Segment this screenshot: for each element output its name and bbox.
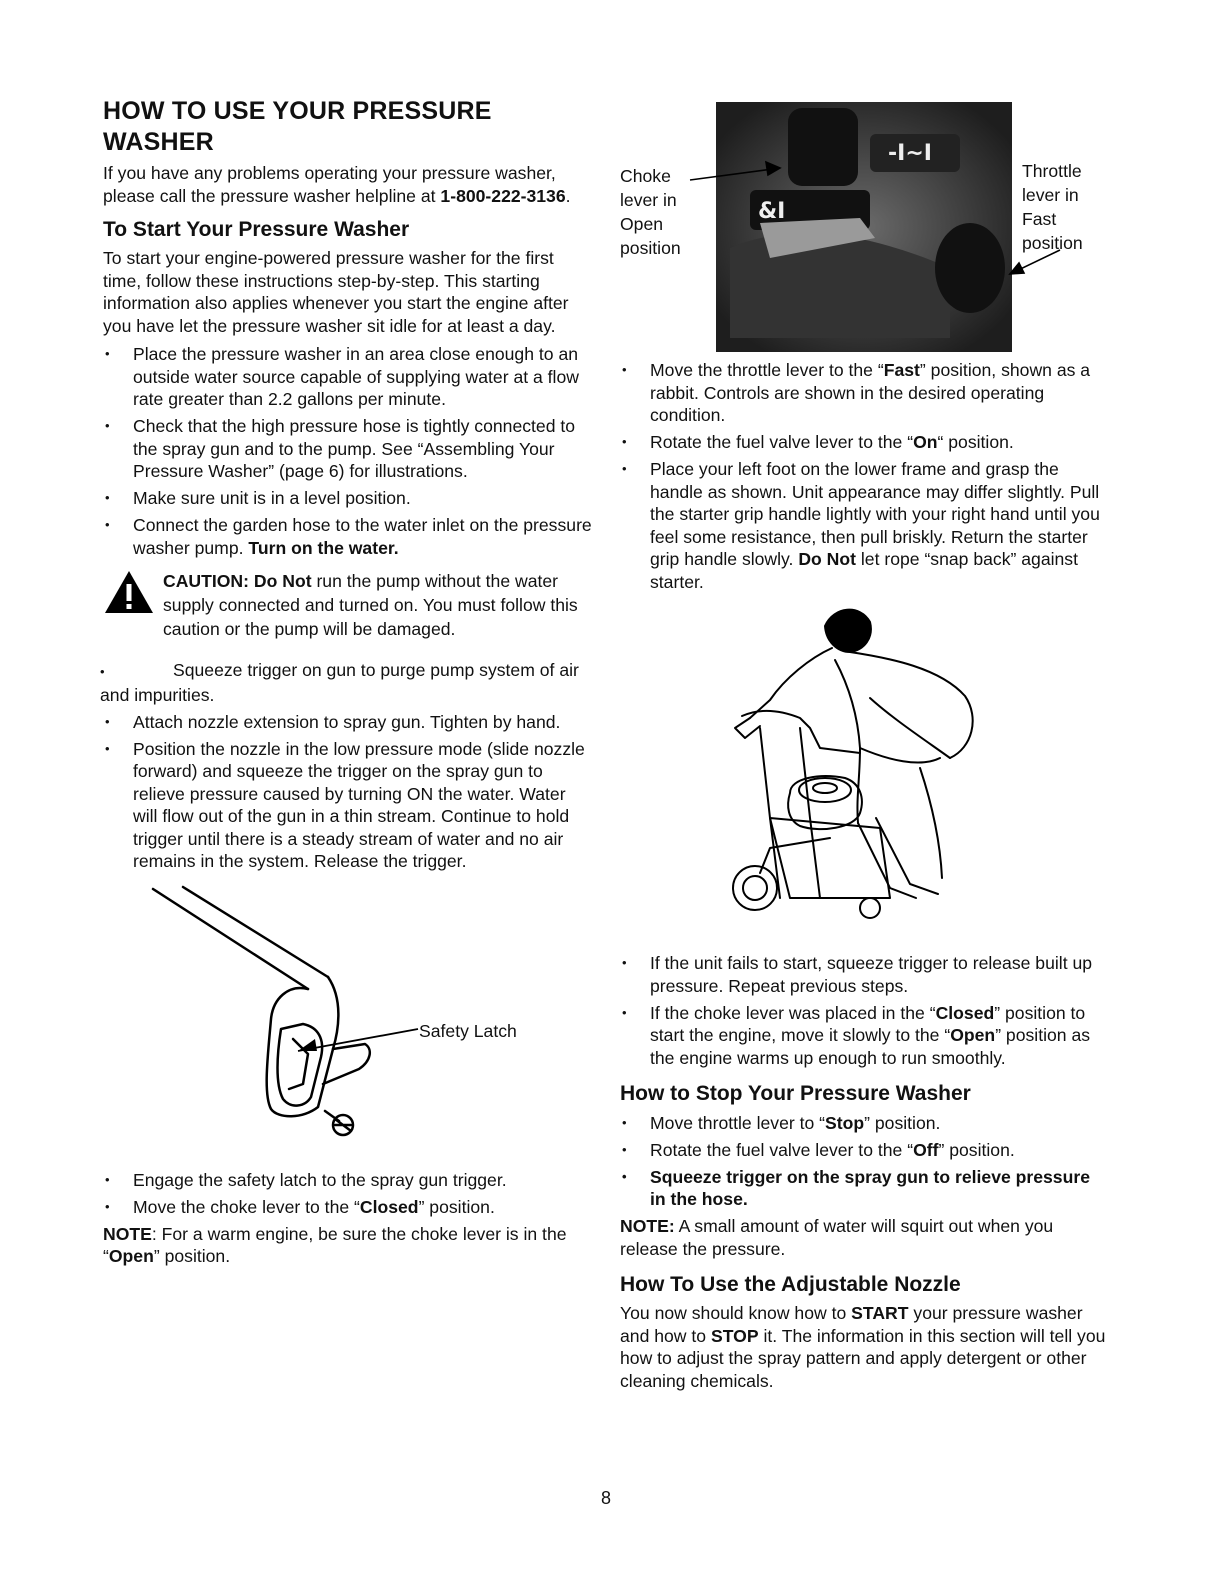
choke-label: Choke lever in Open position [620, 166, 681, 258]
starting-person-figure [620, 598, 1110, 948]
stop-steps [620, 1112, 1110, 1211]
page-number: 8 [600, 1488, 611, 1508]
warning-icon [103, 569, 155, 615]
engine-controls-figure [620, 98, 1110, 353]
list-item: • Place your left foot on the lower frame and grasp the handle as shown. Unit appearance may differ slightly. Pull the starter grip handle lightly with your right hand until you feel some resistance, then pull briskly. Return the starter grip handle slowly. Do Not let rope “snap back” against starter. [620, 458, 1110, 593]
list-item: • Engage the safety latch to the spray gun trigger. [103, 1169, 593, 1192]
list-item: • Connect the garden hose to the water inlet on the pressure washer pump. Turn on the water. [103, 514, 593, 559]
start-steps-continued [620, 359, 1110, 593]
nozzle-steps [103, 711, 593, 873]
troubleshoot-steps [620, 952, 1110, 1069]
helpline-number: 1-800-222-3136 [440, 185, 566, 206]
nozzle-intro: You now should know how to START your pressure washer and how to STOP it. The information in this section will tell you how to adjust the spray pattern and apply detergent or other cleaning chemicals. [620, 1303, 1106, 1391]
list-item: • Place the pressure washer in an area close enough to an outside water source capable of supplying water at a flow rate greater than 2.2 gallons per minute. [103, 343, 593, 411]
list-item: • Rotate the fuel valve lever to the “On“ position. [620, 431, 1110, 454]
throttle-label: Throttle lever in Fast position [1022, 161, 1083, 253]
list-item: • Move the throttle lever to the “Fast” position, shown as a rabbit. Controls are shown in the desired operating condition. [620, 359, 1110, 427]
list-item: • Squeeze trigger on the spray gun to relieve pressure in the hose. [620, 1166, 1110, 1211]
caution-label: CAUTION: [163, 571, 250, 591]
list-item: • Move throttle lever to “Stop” position. [620, 1112, 1110, 1135]
list-item: • Rotate the fuel valve lever to the “Off” position. [620, 1139, 1110, 1162]
warm-engine-note: NOTE: For a warm engine, be sure the choke lever is in the “Open” position. [103, 1223, 567, 1266]
list-item: • If the choke lever was placed in the “Closed” position to start the engine, move it slowly to the “Open” position as the engine warms up enough to run smoothly. [620, 1002, 1110, 1070]
list-item: • Check that the high pressure hose is tightly connected to the spray gun and to the pump. See “Assembling Your Pressure Washer” (page 6) for illustrations. [103, 415, 593, 483]
person-pulling-starter-illustration [620, 598, 1110, 948]
right-column [620, 98, 1110, 1392]
page-title: HOW TO USE YOUR PRESSURE WASHER [103, 97, 492, 156]
safety-latch-label: Safety Latch [419, 1020, 517, 1041]
left-column [100, 96, 593, 1268]
stop-note: NOTE: A small amount of water will squirt out when you release the pressure. [620, 1216, 1054, 1259]
svg-text:-I~I: -I~I [888, 141, 932, 166]
stop-heading: How to Stop Your Pressure Washer [620, 1082, 971, 1105]
purge-step: • Squeeze trigger on gun to purge pump system of air and impurities. [100, 660, 579, 705]
start-steps [103, 343, 593, 559]
list-item: • Move the choke lever to the “Closed” position. [103, 1196, 593, 1219]
list-item: • Position the nozzle in the low pressure mode (slide nozzle forward) and squeeze the trigger on the spray gun to relieve pressure caused by turning ON the water. Water will flow out of the gun in a thin stream. Continue to hold trigger until there is a steady stream of water and no air remains in the system. Release the trigger. [103, 738, 593, 873]
list-item: • Attach nozzle extension to spray gun. Tighten by hand. [103, 711, 593, 734]
caution-box: CAUTION: Do Not run the pump without the water supply connected and turned on. You must follow this caution or the pump will be damaged. [103, 569, 593, 641]
spray-gun-figure [103, 879, 593, 1159]
start-heading: To Start Your Pressure Washer [103, 218, 410, 241]
list-item: • Make sure unit is in a level position. [103, 487, 593, 510]
svg-text:&I: &I [758, 199, 786, 224]
intro-text: If you have any problems operating your pressure washer, please call the pressure washer helpline at 1-800-222-3136. [103, 163, 571, 206]
list-item: • If the unit fails to start, squeeze trigger to release built up pressure. Repeat previous steps. [620, 952, 1110, 997]
start-intro: To start your engine-powered pressure washer for the first time, follow these instructions step-by-step. This starting information also applies whenever you start the engine after you have let the pressure washer sit idle for at least a day. [103, 248, 569, 336]
latch-steps [103, 1169, 593, 1219]
nozzle-heading: How To Use the Adjustable Nozzle [620, 1273, 961, 1296]
